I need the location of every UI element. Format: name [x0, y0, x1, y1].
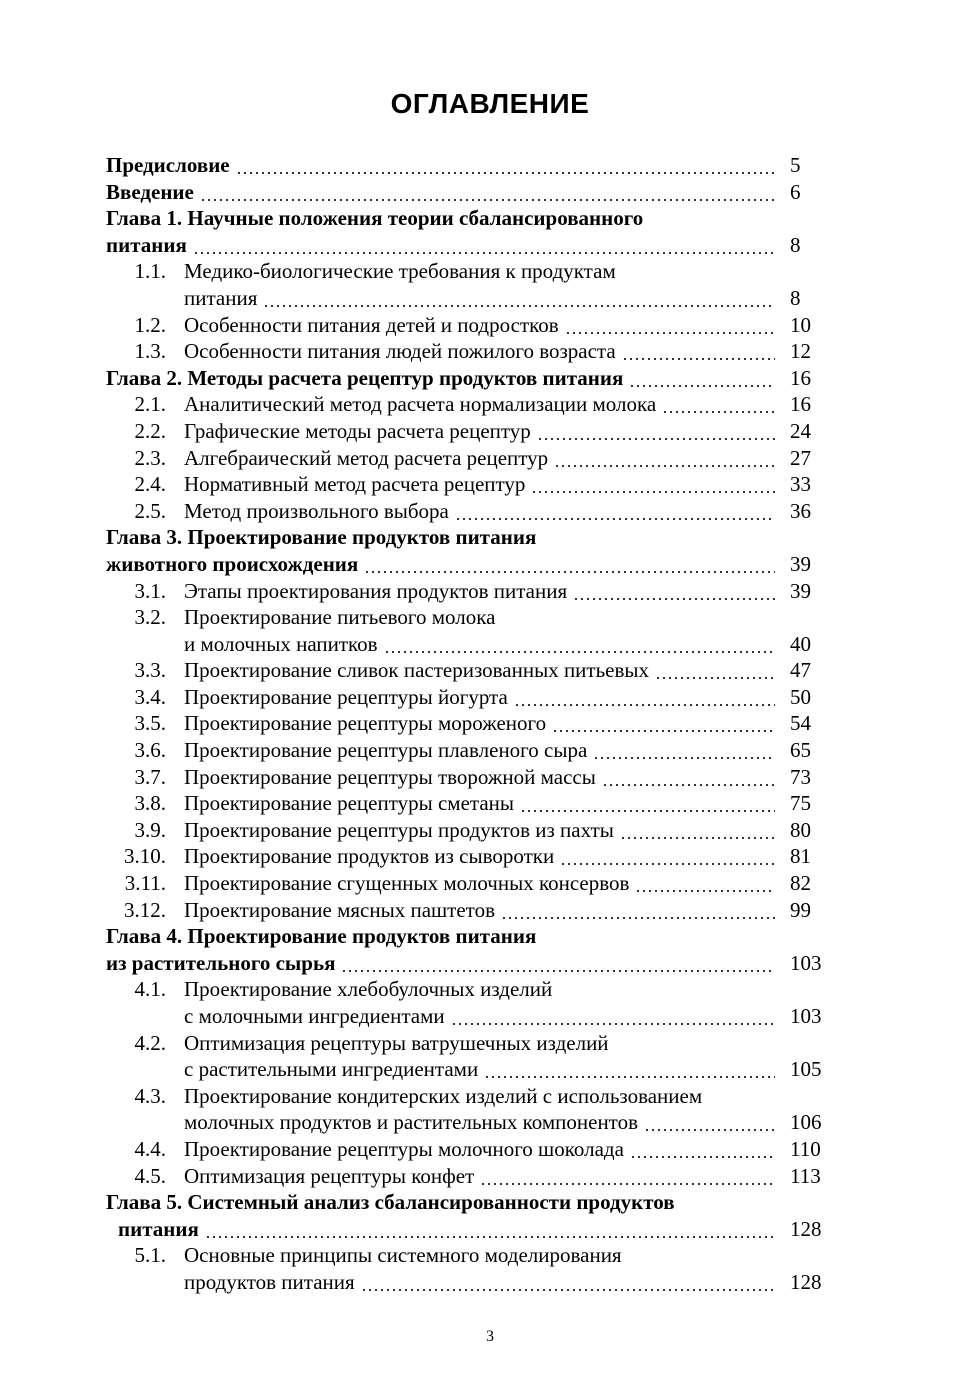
- toc-entry-title: Этапы проектирования продуктов питания: [184, 578, 568, 603]
- dot-leader: [655, 657, 775, 684]
- toc-entry-text-wrap: [184, 790, 775, 817]
- toc-entry-number: 2.3.: [134, 445, 166, 470]
- toc-entry-text-wrap: [184, 684, 775, 711]
- toc-section-row: [0, 976, 980, 1003]
- dot-leader: [552, 710, 775, 737]
- toc-chapter-row: [0, 152, 980, 179]
- dot-leader: [635, 870, 775, 897]
- dot-leader: [531, 471, 775, 498]
- toc-entry-number: 3.1.: [134, 578, 166, 603]
- toc-entry-page: 8: [790, 285, 801, 310]
- toc-entry-number: 1.2.: [134, 312, 166, 337]
- toc-entry-title: Проектирование рецептуры плавленого сыра: [184, 738, 588, 763]
- toc-section-row: [0, 1056, 980, 1083]
- toc-entry-text-wrap: [106, 1189, 775, 1216]
- toc-entry-title: питания: [106, 232, 187, 257]
- toc-entry-text-wrap: [184, 817, 775, 844]
- toc-entry-number: 3.10.: [124, 844, 166, 869]
- toc-chapter-row: [0, 1216, 980, 1243]
- toc-entry-title: Алгебраический метод расчета рецептур: [184, 445, 549, 470]
- dot-leader: [501, 897, 775, 924]
- toc-entry-page: 33: [790, 472, 811, 497]
- toc-entry-text-wrap: [106, 524, 775, 551]
- toc-section-row: [0, 764, 980, 791]
- dot-leader: [451, 1003, 775, 1030]
- toc-entry-page: 105: [790, 1057, 822, 1082]
- dot-leader: [565, 312, 775, 339]
- toc-entry-title: Проектирование рецептуры сметаны: [184, 791, 515, 816]
- dot-leader: [361, 1269, 775, 1296]
- toc-entry-title: Графические методы расчета рецептур: [184, 418, 531, 443]
- dot-leader: [514, 684, 775, 711]
- toc-entry-text-wrap: [106, 551, 775, 578]
- toc-entry-number: 2.4.: [134, 472, 166, 497]
- dot-leader: [622, 338, 775, 365]
- toc-section-row: [0, 790, 980, 817]
- toc-section-row: [0, 737, 980, 764]
- toc-entry-page: 65: [790, 738, 811, 763]
- toc-entry-number: 1.1.: [134, 259, 166, 284]
- toc-entry-title: Проектирование сливок пастеризованных питьевых: [184, 658, 650, 683]
- toc-entry-text-wrap: [106, 179, 775, 206]
- toc-entry-number: 2.1.: [134, 392, 166, 417]
- toc-entry-number: 2.5.: [134, 498, 166, 523]
- toc-entry-number: 2.2.: [134, 418, 166, 443]
- toc-entry-text-wrap: [184, 471, 775, 498]
- toc-section-row: [0, 258, 980, 285]
- toc-entry-title: Глава 5. Системный анализ сбалансированности продуктов: [106, 1190, 675, 1215]
- toc-entry-title: и молочных напитков: [184, 631, 378, 656]
- toc-entry-number: 3.8.: [134, 791, 166, 816]
- toc-section-row: [0, 1242, 980, 1269]
- toc-entry-page: 40: [790, 631, 811, 656]
- toc-entry-page: 50: [790, 684, 811, 709]
- toc-entry-page: 113: [790, 1163, 821, 1188]
- dot-leader: [644, 1109, 775, 1136]
- toc-entry-title: из растительного сырья: [106, 950, 336, 975]
- toc-entry-text-wrap: [184, 418, 775, 445]
- toc-entry-text-wrap: [184, 338, 775, 365]
- toc-section-row: [0, 1269, 980, 1296]
- dot-leader: [573, 578, 775, 605]
- toc-entry-page: 8: [790, 232, 801, 257]
- toc-entry-title: продуктов питания: [184, 1269, 355, 1294]
- toc-section-row: [0, 1109, 980, 1136]
- toc-chapter-row: [0, 950, 980, 977]
- toc-chapter-row: [0, 179, 980, 206]
- toc-entry-text-wrap: [184, 1056, 775, 1083]
- toc-entry-page: 103: [790, 1004, 822, 1028]
- toc-entry-number: 3.5.: [134, 711, 166, 736]
- toc-entry-title: с молочными ингредиентами: [184, 1004, 445, 1028]
- toc-entry-title: Основные принципы системного моделирования: [184, 1243, 622, 1268]
- toc-entry-number: 1.3.: [134, 339, 166, 364]
- dot-leader: [593, 737, 775, 764]
- toc-entry-number: 3.11.: [124, 871, 166, 896]
- dot-leader: [263, 285, 775, 312]
- page-title: ОГЛАВЛЕНИЕ: [390, 88, 590, 119]
- toc-entry-text-wrap: [184, 843, 775, 870]
- toc-entry-page: 39: [790, 551, 811, 576]
- toc-entry-page: 16: [790, 365, 811, 390]
- toc-section-row: [0, 631, 980, 658]
- toc-chapter-row: [0, 1189, 980, 1216]
- toc-entry-title: Глава 4. Проектирование продуктов питания: [106, 924, 537, 949]
- toc-section-row: [0, 1030, 980, 1057]
- toc-entry-number: 4.5.: [134, 1163, 166, 1188]
- toc-entry-title: Проектирование рецептуры йогурта: [184, 684, 508, 709]
- toc-entry-text-wrap: [184, 578, 775, 605]
- toc-entry-title: Проектирование рецептуры мороженого: [184, 711, 547, 736]
- dot-leader: [236, 152, 775, 179]
- dot-leader: [455, 498, 775, 525]
- toc-entry-number: 3.4.: [134, 684, 166, 709]
- toc-entry-text-wrap: [184, 976, 775, 1003]
- toc-section-row: [0, 1083, 980, 1110]
- toc-entry-title: Медико-биологические требования к продуктам: [184, 259, 616, 284]
- toc-entry-number: 3.12.: [124, 897, 166, 922]
- toc-entry-title: питания: [118, 1216, 199, 1241]
- toc-entry-text-wrap: [184, 312, 775, 339]
- toc-chapter-row: [0, 205, 980, 232]
- toc-section-row: [0, 843, 980, 870]
- toc-entry-title: Проектирование рецептуры молочного шоколада: [184, 1136, 624, 1161]
- toc-entry-page: 27: [790, 445, 811, 470]
- page-number-footer: 3: [486, 1328, 494, 1345]
- toc-entry-title: Введение: [106, 179, 194, 204]
- toc-entry-number: 3.6.: [134, 738, 166, 763]
- dot-leader: [364, 551, 775, 578]
- toc-entry-text-wrap: [184, 870, 775, 897]
- toc-entry-text-wrap: [184, 258, 775, 285]
- dot-leader: [341, 950, 775, 977]
- dot-leader: [537, 418, 775, 445]
- toc-entry-page: 99: [790, 897, 811, 922]
- dot-leader: [560, 843, 775, 870]
- toc-entry-title: Проектирование рецептуры продуктов из пахты: [184, 817, 614, 842]
- dot-leader: [630, 1136, 775, 1163]
- toc-entry-number: 3.7.: [134, 764, 166, 789]
- toc-section-row: [0, 578, 980, 605]
- toc-entry-title: питания: [184, 285, 258, 310]
- toc-entry-text-wrap: [184, 604, 775, 631]
- dot-leader: [620, 817, 775, 844]
- dot-leader: [205, 1216, 775, 1243]
- toc-section-row: [0, 418, 980, 445]
- toc-section-row: [0, 710, 980, 737]
- toc-section-row: [0, 285, 980, 312]
- toc-section-row: [0, 684, 980, 711]
- toc-chapter-row: [0, 365, 980, 392]
- toc-entry-title: Проектирование сгущенных молочных консервов: [184, 871, 630, 896]
- toc-entry-text-wrap: [184, 1163, 775, 1190]
- toc-entry-page: 82: [790, 871, 811, 896]
- toc-entry-text-wrap: [184, 710, 775, 737]
- toc-section-row: [0, 604, 980, 631]
- toc-section-row: [0, 1003, 980, 1030]
- toc-section-row: [0, 312, 980, 339]
- toc-entry-text-wrap: [184, 631, 775, 658]
- toc-entry-title: Нормативный метод расчета рецептур: [184, 472, 526, 497]
- toc-entry-title: молочных продуктов и растительных компонентов: [184, 1110, 638, 1135]
- table-of-contents: [0, 152, 980, 1296]
- dot-leader: [384, 631, 775, 658]
- toc-entry-title: Оптимизация рецептуры ватрушечных изделий: [184, 1030, 609, 1055]
- toc-section-row: [0, 817, 980, 844]
- toc-entry-title: Проектирование продуктов из сыворотки: [184, 844, 555, 869]
- toc-entry-title: Особенности питания детей и подростков: [184, 312, 559, 337]
- toc-entry-page: 10: [790, 312, 811, 337]
- toc-section-row: [0, 897, 980, 924]
- toc-section-row: [0, 445, 980, 472]
- toc-entry-number: 4.2.: [134, 1030, 166, 1055]
- toc-section-row: [0, 657, 980, 684]
- toc-entry-text-wrap: [118, 1216, 775, 1243]
- toc-chapter-row: [0, 232, 980, 259]
- toc-entry-page: 6: [790, 179, 801, 204]
- toc-entry-text-wrap: [184, 1003, 775, 1030]
- toc-section-row: [0, 338, 980, 365]
- toc-entry-text-wrap: [184, 1109, 775, 1136]
- toc-entry-page: 103: [790, 950, 822, 975]
- toc-entry-page: 128: [790, 1269, 822, 1294]
- toc-entry-title: Предисловие: [106, 153, 230, 177]
- toc-chapter-row: [0, 524, 980, 551]
- toc-entry-page: 106: [790, 1110, 822, 1135]
- toc-entry-page: 75: [790, 791, 811, 816]
- toc-entry-text-wrap: [184, 498, 775, 525]
- dot-leader: [200, 179, 775, 206]
- toc-entry-title: Глава 3. Проектирование продуктов питания: [106, 525, 537, 550]
- dot-leader: [629, 365, 775, 392]
- toc-entry-page: 39: [790, 578, 811, 603]
- toc-entry-page: 80: [790, 817, 811, 842]
- toc-entry-page: 16: [790, 392, 811, 417]
- toc-entry-title: Проектирование хлебобулочных изделий: [184, 977, 553, 1002]
- toc-entry-title: с растительными ингредиентами: [184, 1057, 479, 1082]
- toc-entry-title: Проектирование питьевого молока: [184, 605, 496, 630]
- toc-entry-page: 5: [790, 153, 801, 177]
- toc-section-row: [0, 1163, 980, 1190]
- toc-entry-page: 128: [790, 1216, 822, 1241]
- toc-entry-page: 110: [790, 1136, 821, 1161]
- toc-entry-text-wrap: [106, 950, 775, 977]
- toc-entry-title: Глава 1. Научные положения теории сбалансированного: [106, 206, 644, 231]
- toc-chapter-row: [0, 551, 980, 578]
- toc-entry-text-wrap: [184, 897, 775, 924]
- toc-entry-page: 54: [790, 711, 811, 736]
- toc-entry-title: Аналитический метод расчета нормализации молока: [184, 392, 657, 417]
- toc-entry-number: 5.1.: [134, 1243, 166, 1268]
- toc-entry-text-wrap: [184, 657, 775, 684]
- dot-leader: [193, 232, 775, 259]
- dot-leader: [484, 1056, 775, 1083]
- toc-entry-title: животного происхождения: [106, 551, 359, 576]
- toc-entry-text-wrap: [184, 764, 775, 791]
- toc-entry-page: 36: [790, 498, 811, 523]
- toc-entry-text-wrap: [106, 365, 775, 392]
- toc-section-row: [0, 471, 980, 498]
- toc-entry-title: Особенности питания людей пожилого возраста: [184, 339, 616, 364]
- toc-entry-page: 24: [790, 418, 811, 443]
- toc-entry-text-wrap: [106, 232, 775, 259]
- toc-entry-title: Оптимизация рецептуры конфет: [184, 1163, 475, 1188]
- toc-entry-text-wrap: [184, 737, 775, 764]
- toc-entry-text-wrap: [184, 1242, 775, 1269]
- toc-entry-number: 3.9.: [134, 817, 166, 842]
- toc-entry-number: 3.3.: [134, 658, 166, 683]
- toc-entry-title: Метод произвольного выбора: [184, 498, 449, 523]
- toc-section-row: [0, 391, 980, 418]
- toc-chapter-row: [0, 923, 980, 950]
- toc-entry-page: 12: [790, 339, 811, 364]
- toc-entry-text-wrap: [184, 1136, 775, 1163]
- toc-entry-number: 4.4.: [134, 1136, 166, 1161]
- toc-entry-number: 4.3.: [134, 1083, 166, 1108]
- dot-leader: [554, 445, 775, 472]
- toc-entry-text-wrap: [106, 923, 775, 950]
- toc-entry-page: 81: [790, 844, 811, 869]
- toc-entry-text-wrap: [184, 1269, 775, 1296]
- toc-entry-text-wrap: [184, 1030, 775, 1057]
- toc-entry-title: Проектирование мясных паштетов: [184, 897, 496, 922]
- toc-entry-title: Проектирование кондитерских изделий с использованием: [184, 1083, 703, 1108]
- toc-entry-number: 4.1.: [134, 977, 166, 1002]
- toc-entry-text-wrap: [106, 152, 775, 179]
- dot-leader: [602, 764, 775, 791]
- toc-entry-text-wrap: [184, 1083, 775, 1110]
- dot-leader: [662, 391, 775, 418]
- toc-entry-text-wrap: [106, 205, 775, 232]
- dot-leader: [480, 1163, 775, 1190]
- toc-section-row: [0, 1136, 980, 1163]
- dot-leader: [520, 790, 775, 817]
- toc-section-row: [0, 870, 980, 897]
- toc-entry-text-wrap: [184, 391, 775, 418]
- toc-entry-title: Проектирование рецептуры творожной массы: [184, 764, 596, 789]
- toc-entry-text-wrap: [184, 285, 775, 312]
- toc-entry-text-wrap: [184, 445, 775, 472]
- toc-section-row: [0, 498, 980, 525]
- toc-entry-page: 73: [790, 764, 811, 789]
- toc-entry-page: 47: [790, 658, 811, 683]
- toc-entry-title: Глава 2. Методы расчета рецептур продуктов питания: [106, 365, 624, 390]
- toc-entry-number: 3.2.: [134, 605, 166, 630]
